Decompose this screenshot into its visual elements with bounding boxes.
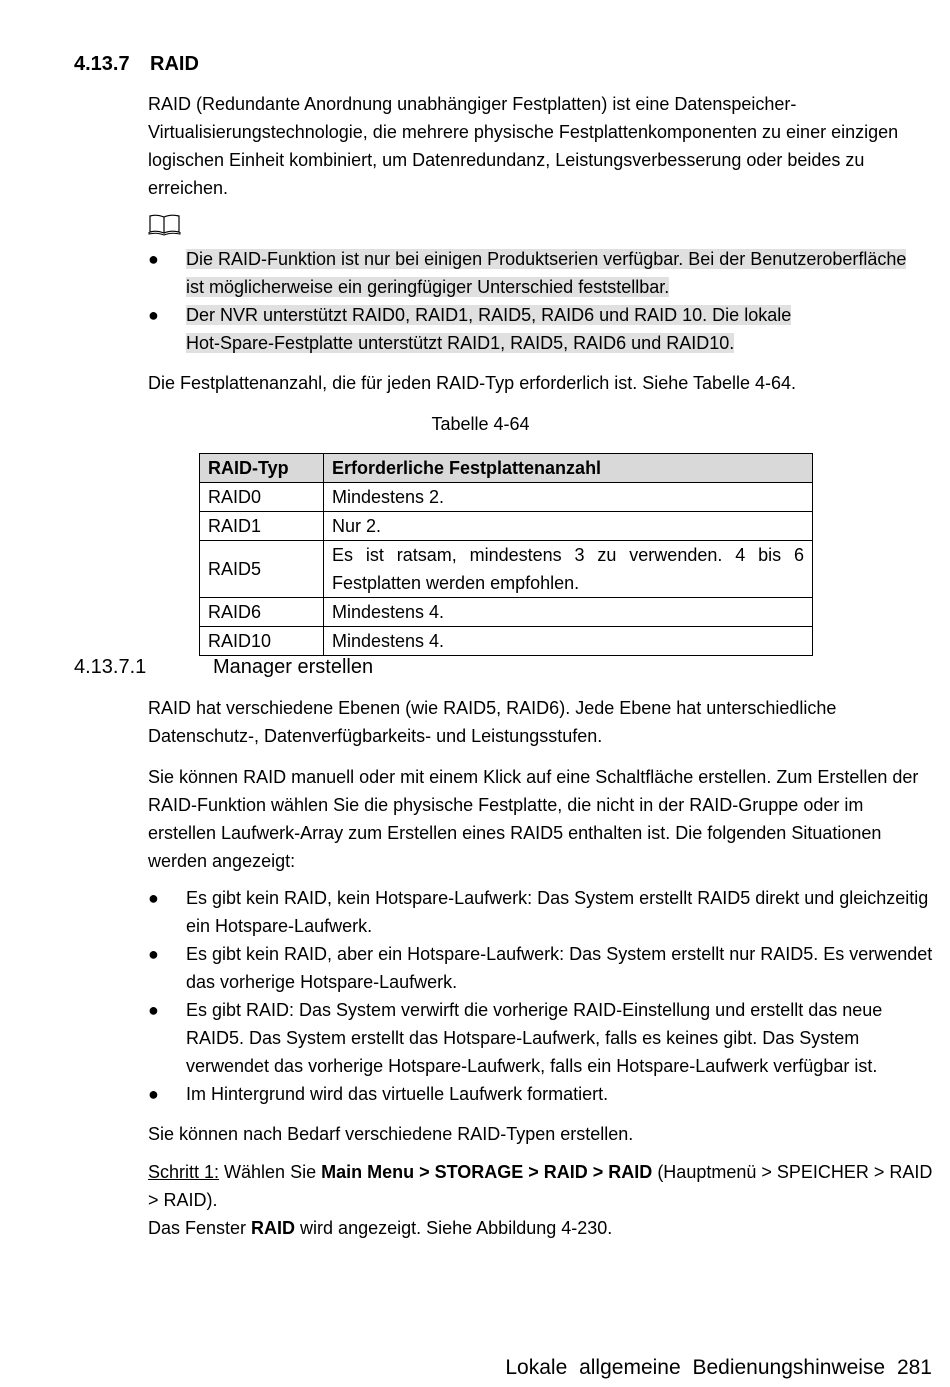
step-1: Schritt 1: Wählen Sie Main Menu > STORAGE > RAID > RAID (Hauptmenü > SPEICHER > RAID > RAID). Das Fenster RAID wird angezeigt. Siehe Abbildung 4-230. — [148, 1162, 933, 1238]
list-item: ● Es gibt RAID: Das System verwirft die vorherige RAID-Einstellung und erstellt das neue RAID5. Das System erstellt das Hotspare-Laufwerk, falls es keines gibt. Das System verwendet das vorherige Hotspare-Laufwerk, falls ein Hotspare-Laufwerk verfügbar ist. — [148, 1000, 883, 1076]
page-footer: Lokale allgemeine Bedienungshinweise 281 — [505, 1356, 932, 1379]
table-caption: Tabelle 4-64 — [431, 414, 530, 434]
table-row: RAID1 Nur 2. — [200, 512, 813, 541]
raid-table — [199, 453, 813, 656]
note-item: ● Die RAID-Funktion ist nur bei einigen Produktserien verfügbar. Bei der Benutzeroberfläche ist möglicherweise ein geringfügiger Unterschied feststellbar. — [148, 249, 907, 297]
section-heading: 4.13.7 RAID — [74, 53, 199, 75]
paragraph: Sie können nach Bedarf verschiedene RAID-Typen erstellen. — [148, 1124, 634, 1144]
book-note-icon — [148, 214, 182, 244]
list-item: ● Im Hintergrund wird das virtuelle Laufwerk formatiert. — [148, 1084, 609, 1104]
table-intro: Die Festplattenanzahl, die für jeden RAID-Typ erforderlich ist. Siehe Tabelle 4-64. — [148, 373, 797, 393]
list-item: ● Es gibt kein RAID, kein Hotspare-Laufwerk: Das System erstellt RAID5 direkt und gleichzeitig ein Hotspare-Laufwerk. — [148, 888, 929, 936]
subsection-heading: 4.13.7.1 Manager erstellen — [74, 656, 374, 678]
table-row: RAID6 Mindestens 4. — [200, 598, 813, 627]
paragraph: Sie können RAID manuell oder mit einem Klick auf eine Schaltfläche erstellen. Zum Erstellen der RAID-Funktion wählen Sie die physische Festplatte, die nicht in der RAID-Gruppe oder im erstellen Laufwerk-Array zum Erstellen eines RAID5 enthalten ist. Die folgenden Situationen werden angezeigt: — [148, 767, 919, 871]
note-item: ● Der NVR unterstützt RAID0, RAID1, RAID5, RAID6 und RAID 10. Die lokale Hot-Spare-Festplatte unterstützt RAID1, RAID5, RAID6 und RAID10. — [148, 305, 792, 353]
situation-list — [148, 884, 933, 1108]
table-row: RAID10 Mindestens 4. — [200, 627, 813, 656]
table-header-row: RAID-Typ Erforderliche Festplattenanzahl — [200, 454, 813, 483]
list-item: ● Es gibt kein RAID, aber ein Hotspare-Laufwerk: Das System erstellt nur RAID5. Es verwendet das vorherige Hotspare-Laufwerk. — [148, 944, 933, 992]
table-row: RAID0 Mindestens 2. — [200, 483, 813, 512]
intro-paragraph: RAID (Redundante Anordnung unabhängiger Festplatten) ist eine Datenspeicher-Virtualisierungstechnologie, die mehrere physische Festplattenkomponenten zu einer einzigen logischen Einheit kombiniert, um Datenredundanz, Leistungsverbesserung oder beides zu erreichen. — [148, 94, 899, 198]
table-row: RAID5 Es ist ratsam, mindestens 3 zu verwenden. 4 bis 6 Festplatten werden empfohlen. — [200, 541, 813, 598]
paragraph: RAID hat verschiedene Ebenen (wie RAID5, RAID6). Jede Ebene hat unterschiedliche Datenschutz-, Datenverfügbarkeits- und Leistungsstufen. — [148, 698, 837, 746]
note-list — [148, 245, 933, 357]
